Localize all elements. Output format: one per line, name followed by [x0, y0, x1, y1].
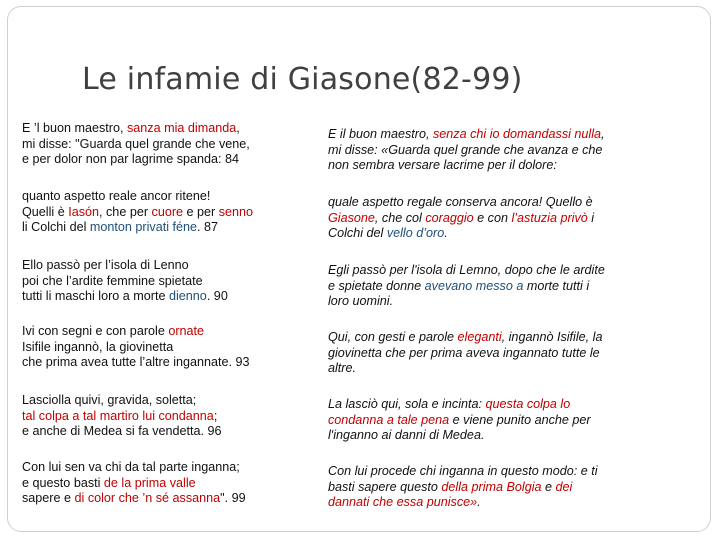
text-segment: Qui, con gesti e parole: [328, 330, 458, 344]
text-line: [328, 480, 668, 496]
text-segment: , che col: [374, 210, 426, 225]
verse-stanza-2: [22, 189, 307, 236]
text-segment: Con lui sen va chi da tal parte inganna;: [22, 460, 240, 474]
text-line: [22, 409, 307, 425]
text-segment: Quelli è: [22, 204, 69, 219]
text-segment: , ingannò Isifile, la: [501, 330, 603, 344]
text-segment: quanto aspetto reale ancor ritene!: [22, 189, 211, 203]
text-segment: i: [587, 210, 595, 225]
highlight-red: condanna a tale pena: [328, 412, 450, 427]
text-segment: mi disse: "Guarda quel grande che vene,: [22, 136, 250, 151]
text-line: [22, 393, 307, 409]
highlight-red: Giasone: [328, 210, 375, 225]
text-line: [328, 495, 668, 511]
text-segment: e con: [473, 210, 512, 225]
highlight-red: senza chi io domandassi nulla: [433, 127, 602, 141]
text-segment: . 90: [206, 289, 228, 304]
highlight-blue: privati féne: [135, 220, 198, 235]
text-line: [328, 428, 668, 444]
text-line: [22, 289, 307, 305]
text-line: [328, 211, 668, 227]
verse-stanza-3: [22, 258, 307, 305]
text-segment: Lasciolla quivi, gravida, soletta;: [22, 393, 197, 407]
highlight-red: della prima Bolgia: [441, 479, 542, 494]
highlight-red: cuore: [151, 204, 184, 219]
text-segment: basti sapere questo: [328, 479, 442, 494]
text-line: [22, 491, 307, 507]
verse-stanza-1: [22, 121, 307, 168]
text-segment: Isifile ingannò, la giovinetta: [22, 339, 174, 354]
text-line: [22, 205, 307, 221]
text-line: [22, 258, 307, 274]
text-line: [22, 137, 307, 153]
text-segment: E il buon maestro,: [328, 127, 433, 141]
highlight-red: dannati che essa punisce»: [328, 495, 478, 510]
text-segment: e: [541, 479, 556, 494]
text-line: [328, 413, 668, 429]
text-segment: tutti li maschi loro a morte: [22, 289, 169, 304]
text-line: [328, 361, 668, 377]
verse-stanza-4: [22, 324, 307, 371]
text-line: [22, 220, 307, 236]
text-segment: e questo basti: [22, 475, 104, 490]
text-segment: ,: [236, 121, 240, 135]
highlight-red: questa colpa lo: [485, 397, 571, 411]
text-line: [22, 460, 307, 476]
text-segment: mi disse: «Guarda quel grande che avanza e che: [328, 142, 603, 157]
text-segment: loro uomini.: [328, 294, 394, 309]
text-segment: altre.: [328, 361, 356, 376]
text-line: [22, 152, 307, 168]
text-segment: Ello passò per l’isola di Lenno: [22, 258, 189, 272]
text-segment: e per dolor non par lagrime spanda: 84: [22, 152, 240, 167]
highlight-blue: dienno: [168, 289, 207, 304]
text-segment: ". 99: [220, 491, 246, 506]
text-segment: non sembra versare lacrime per il dolore:: [328, 158, 557, 173]
text-segment: morte tutti i: [523, 278, 590, 293]
highlight-red: l’astuzia privò: [511, 210, 588, 225]
text-line: [328, 158, 668, 174]
text-line: [22, 355, 307, 371]
paraphrase-stanza-3: [328, 263, 668, 310]
text-segment: Con lui procede chi inganna in questo modo: e ti: [328, 464, 598, 478]
text-segment: , che per: [99, 204, 152, 219]
text-segment: e per: [183, 204, 219, 219]
text-segment: li Colchi del: [22, 220, 90, 235]
text-line: [328, 226, 668, 242]
text-line: [328, 263, 668, 279]
text-line: [328, 330, 668, 346]
text-segment: che prima avea tutte l’altre ingannate. 93: [22, 355, 250, 370]
highlight-red: de la prima valle: [103, 475, 196, 490]
text-segment: E ’l buon maestro,: [22, 121, 127, 135]
verse-stanza-5: [22, 393, 307, 440]
text-line: [22, 274, 307, 290]
text-segment: poi che l’ardite femmine spietate: [22, 273, 203, 288]
text-segment: .: [477, 495, 481, 510]
text-line: [328, 195, 668, 211]
highlight-blue: monton: [89, 220, 132, 235]
verse-stanza-6: [22, 460, 307, 507]
text-segment: .: [444, 226, 448, 241]
text-line: [328, 127, 668, 143]
highlight-red: senno: [218, 204, 254, 219]
text-line: [328, 279, 668, 295]
highlight-red: di color che ’n sé assanna: [74, 491, 221, 506]
text-line: [328, 397, 668, 413]
paraphrase-stanza-6: [328, 464, 668, 511]
text-line: [22, 121, 307, 137]
highlight-red: Iasón: [68, 204, 100, 219]
highlight-red: eleganti: [457, 330, 502, 344]
text-segment: e viene punito anche per: [449, 412, 591, 427]
text-segment: Egli passò per l'isola di Lemno, dopo che le ardite: [328, 263, 605, 277]
text-segment: . 87: [197, 220, 219, 235]
text-segment: e spietate donne: [328, 278, 425, 293]
text-line: [22, 189, 307, 205]
text-line: [328, 346, 668, 362]
text-segment: La lasciò qui, sola e incinta:: [328, 397, 486, 411]
text-segment: ,: [601, 127, 605, 141]
highlight-red: coraggio: [425, 210, 474, 225]
text-segment: e anche di Medea si fa vendetta. 96: [22, 424, 222, 439]
text-segment: Ivi con segni e con parole: [22, 324, 169, 338]
highlight-blue: avevano messo a: [424, 278, 524, 293]
text-line: [22, 476, 307, 492]
paraphrase-stanza-1: [328, 127, 668, 174]
highlight-red: ornate: [168, 324, 205, 338]
text-line: [22, 324, 307, 340]
text-segment: Colchi del: [328, 226, 387, 241]
slide-title: Le infamie di Giasone(82-99): [82, 62, 523, 97]
text-line: [22, 340, 307, 356]
highlight-red: sanza mia dimanda: [127, 121, 237, 135]
paraphrase-stanza-2: [328, 195, 668, 242]
text-segment: ;: [213, 408, 218, 423]
text-line: [22, 424, 307, 440]
text-line: [328, 294, 668, 310]
text-segment: sapere e: [22, 491, 75, 506]
paraphrase-stanza-5: [328, 397, 668, 444]
highlight-red: tal colpa a tal martiro lui condanna: [22, 408, 214, 423]
text-segment: giovinetta che per prima aveva ingannato tutte le: [328, 345, 600, 360]
paraphrase-stanza-4: [328, 330, 668, 377]
highlight-red: dei: [555, 479, 573, 494]
text-line: [328, 464, 668, 480]
text-line: [328, 143, 668, 159]
text-segment: l'inganno ai danni di Medea.: [328, 428, 485, 443]
text-segment: quale aspetto regale conserva ancora! Quello è: [328, 195, 593, 209]
highlight-blue: vello d’oro: [386, 226, 445, 241]
